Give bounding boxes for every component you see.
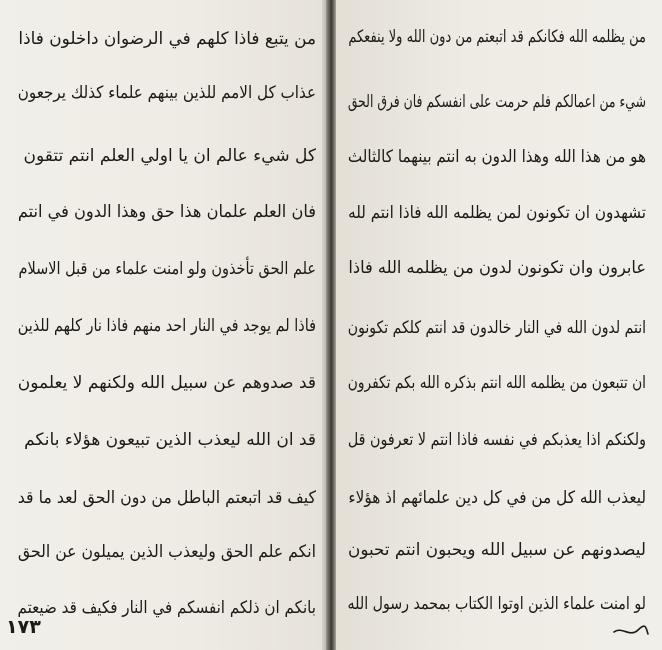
right-line-8: ولكنكم اذا يعذبكم في نفسه فاذا انتم لا تعرفون قل bbox=[347, 430, 646, 450]
left-line-10: انكم علم الحق وليعذب الذين يميلون عن الحق bbox=[17, 542, 317, 562]
left-line-7: قد صدوهم عن سبيل الله ولكنهم لا يعلمون bbox=[18, 373, 316, 393]
left-line-5: علم الحق تأخذون ولو امنت علماء من قبل الاسلام bbox=[18, 259, 316, 279]
left-line-2: عذاب كل الامم للذين بينهم علماء كذلك يرجعون bbox=[17, 83, 316, 103]
right-line-2: شيء من اعمالكم فلم حرمت على انفسكم فان فرق الحق bbox=[347, 92, 646, 112]
right-line-9: ليعذب الله كل من في كل دين علمائهم اذ هؤلاء bbox=[348, 488, 646, 508]
right-line-11: لو امنت علماء الذين اوتوا الكتاب بمحمد رسول الله bbox=[347, 594, 646, 614]
catchword-flourish bbox=[612, 624, 650, 640]
left-line-3: كل شيء عالم ان يا اولي العلم انتم تتقون bbox=[23, 146, 316, 166]
left-line-8: قد ان الله ليعذب الذين تبيعون هؤلاء بانكم bbox=[24, 430, 316, 450]
right-line-10: ليصدونهم عن سبيل الله ويحبون انتم تحبون bbox=[348, 540, 646, 560]
right-line-3: هو من هذا الله وهذا الدون به انتم بينهما كالثالث bbox=[347, 147, 646, 167]
left-line-9: كيف قد اتبعتم الباطل من دون الحق لعد ما قد bbox=[17, 488, 316, 508]
left-line-6: فاذا لم يوجد في النار احد منهم فاذا نار كلهم للذين bbox=[17, 316, 316, 336]
left-line-4: فان العلم علمان هذا حق وهذا الدون في انتم bbox=[17, 202, 317, 222]
right-line-7: ان تتبعون من يظلمه الله انتم بذكره الله بكم تكفرون bbox=[347, 373, 646, 393]
left-line-11: بانكم ان ذلكم انفسكم في النار فكيف قد ضيعتم bbox=[17, 598, 316, 618]
right-line-5: عابرون وان تكونون لدون من يظلمه الله فاذا bbox=[348, 258, 646, 278]
left-line-1: من يتبع فاذا كلهم في الرضوان داخلون فاذا bbox=[18, 29, 317, 49]
right-line-4: تشهدون ان تكونون لمن يظلمه الله فاذا انتم لله bbox=[348, 203, 646, 223]
right-line-1: من يظلمه الله فكانكم قد اتبعتم من دون الله ولا ينفعكم bbox=[348, 27, 646, 47]
book-gutter bbox=[326, 0, 336, 650]
right-line-6: انتم لدون الله في النار خالدون قد انتم كلكم تكونون bbox=[347, 318, 646, 338]
page-number: ١٧٣ bbox=[6, 616, 41, 638]
